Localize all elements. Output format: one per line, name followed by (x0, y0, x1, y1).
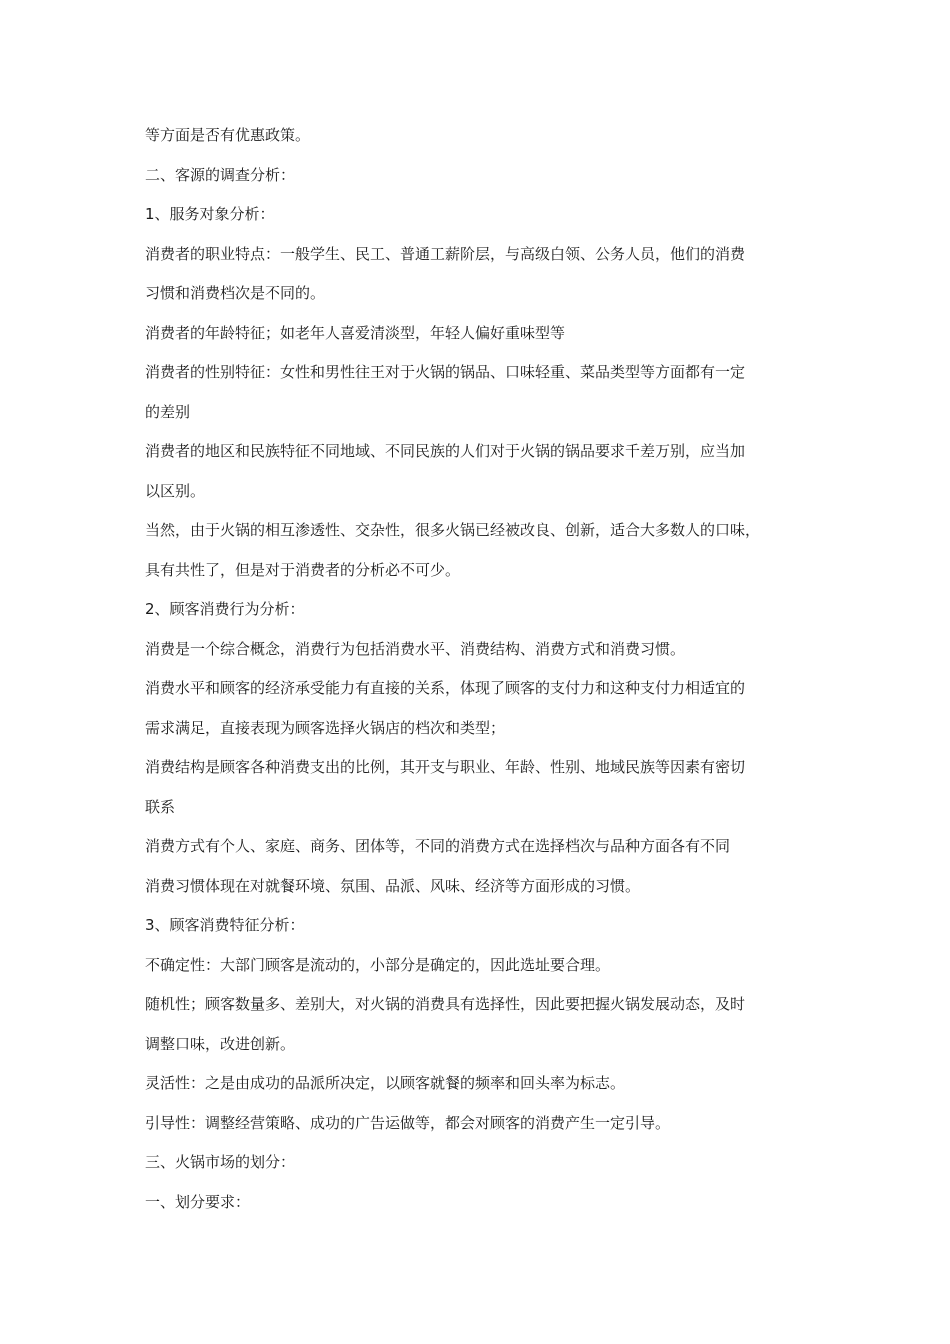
section-heading: 三、火锅市场的划分： (145, 1153, 296, 1171)
text-line: 消费者的职业特点：一般学生、民工、普通工薪阶层，与高级白领、公务人员，他们的消费 (145, 244, 746, 263)
subsection-heading: 一、划分要求： (145, 1192, 251, 1211)
text-line: 引导性：调整经营策略、成功的广告运做等，都会对顾客的消费产生一定引导。 (145, 1113, 671, 1132)
subsection-heading: 2、顾客消费行为分析： (145, 600, 305, 618)
text-line: 当然，由于火锅的相互渗透性、交杂性，很多火锅已经被改良、创新，适合大多数人的口味， (145, 521, 761, 539)
subsection-heading: 1、服务对象分析： (145, 205, 275, 223)
text-line: 习惯和消费档次是不同的。 (145, 284, 326, 302)
text-line: 消费是一个综合概念，消费行为包括消费水平、消费结构、消费方式和消费习惯。 (145, 639, 686, 658)
section-heading: 二、客源的调查分析： (145, 165, 296, 184)
document-body (145, 116, 810, 1222)
text-line: 消费者的年龄特征；如老年人喜爱清淡型，年轻人偏好重味型等 (145, 323, 566, 342)
text-line: 的差别 (145, 402, 191, 421)
text-line: 不确定性：大部门顾客是流动的，小部分是确定的，因此选址要合理。 (145, 955, 611, 974)
text-line: 消费方式有个人、家庭、商务、团体等，不同的消费方式在选择档次与品种方面各有不同 (145, 837, 731, 855)
text-line: 联系 (145, 797, 176, 816)
text-line: 等方面是否有优惠政策。 (145, 126, 311, 144)
text-line: 随机性；顾客数量多、差别大，对火锅的消费具有选择性，因此要把握火锅发展动态，及时 (145, 995, 746, 1013)
text-line: 消费水平和顾客的经济承受能力有直接的关系，体现了顾客的支付力和这种支付力相适宜的 (145, 679, 746, 697)
subsection-heading: 3、顾客消费特征分析： (145, 916, 305, 934)
text-line: 需求满足，直接表现为顾客选择火锅店的档次和类型； (145, 718, 506, 737)
text-line: 消费者的性别特征：女性和男性往王对于火锅的锅品、口味轻重、菜品类型等方面都有一定 (145, 363, 746, 381)
text-line: 以区别。 (145, 481, 206, 500)
text-line: 消费习惯体现在对就餐环境、氛围、品派、风味、经济等方面形成的习惯。 (145, 876, 641, 895)
text-line: 消费者的地区和民族特征不同地域、不同民族的人们对于火锅的锅品要求千差万别，应当加 (145, 442, 746, 460)
text-line: 消费结构是顾客各种消费支出的比例，其开支与职业、年龄、性别、地域民族等因素有密切 (145, 758, 746, 776)
text-line: 灵活性：之是由成功的品派所决定，以顾客就餐的频率和回头率为标志。 (145, 1074, 626, 1092)
text-line: 调整口味，改进创新。 (145, 1034, 296, 1053)
text-line: 具有共性了，但是对于消费者的分析必不可少。 (145, 560, 461, 579)
